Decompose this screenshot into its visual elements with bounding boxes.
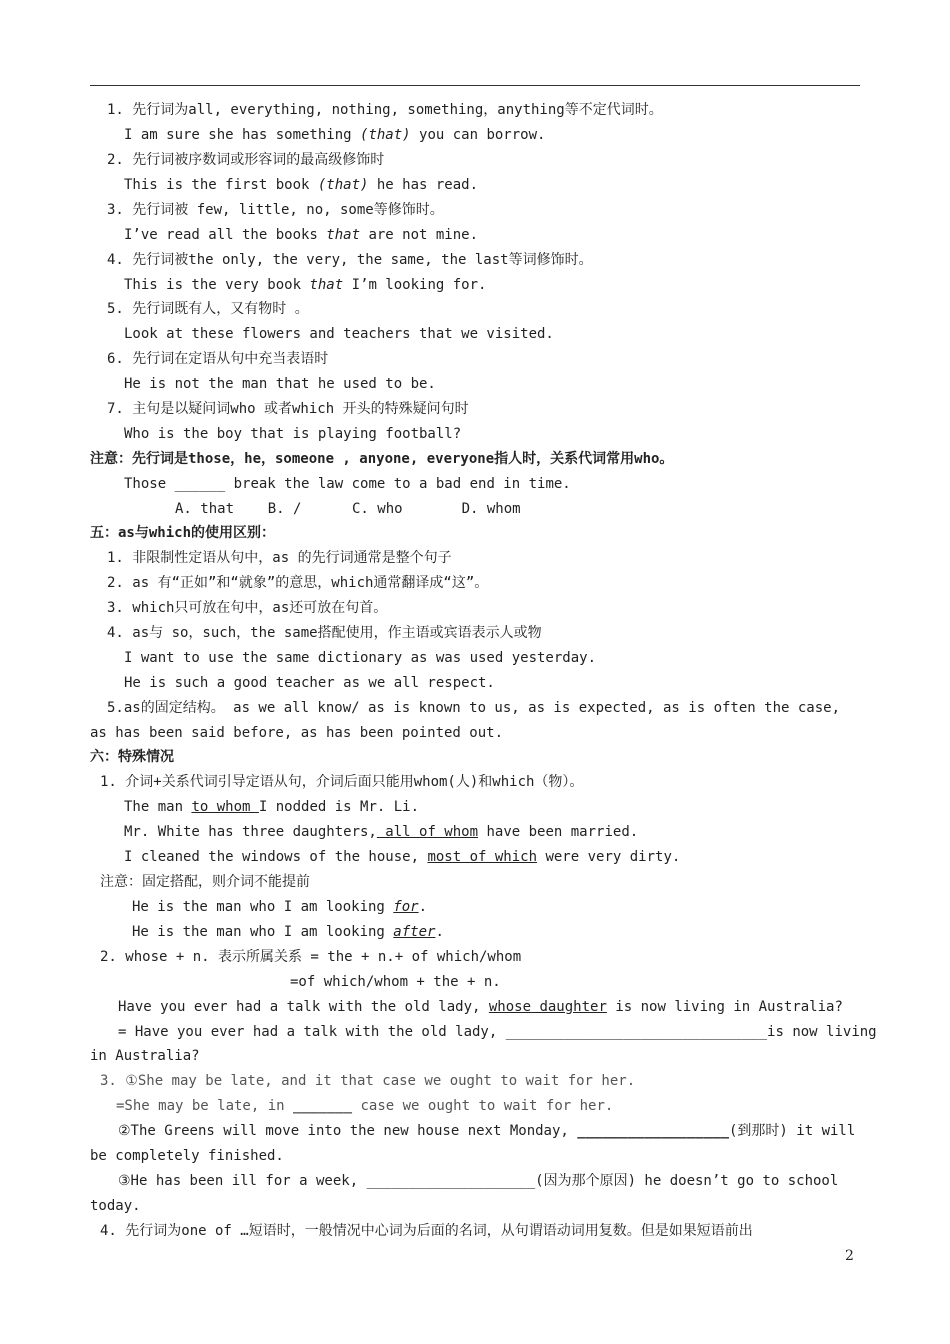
example-3: I’ve read all the books that are not mine.	[124, 227, 479, 243]
special-3-b-cont: be completely finished.	[90, 1148, 284, 1164]
example-2: This is the first book (that) he has read.	[124, 177, 479, 193]
prep-example-1: The man to whom I nodded is Mr. Li.	[124, 799, 420, 815]
note-who: 注意：先行词是those，he，someone , anyone, everyone指人时，关系代词常用who。	[90, 451, 674, 467]
rule-3: 3. 先行词被 few, little, no, some等修饰时。	[107, 202, 444, 218]
special-3-a-rewrite: =She may be late, in _______ case we ought to wait for her.	[116, 1098, 614, 1114]
special-2: 2. whose + n. 表示所属关系 = the + n.+ of which/whom	[100, 949, 522, 965]
special-4: 4. 先行词为one of …短语时，一般情况中心词为后面的名词，从句谓语动词用复数。但是如果短语前出	[100, 1223, 753, 1239]
as-which-2: 2. as 有“正如”和“就象”的意思，which通常翻译成“这”。	[107, 575, 489, 591]
special-3-b: ②The Greens will move into the new house next Monday, __________________(到那时) it will	[118, 1123, 856, 1139]
special-3-c-cont: today.	[90, 1198, 141, 1214]
reason-blank[interactable]: ____________________	[366, 1173, 536, 1189]
case-blank[interactable]: _______	[293, 1098, 353, 1114]
rule-4: 4. 先行词被the only, the very, the same, the last等词修饰时。	[107, 252, 593, 268]
note-fixed-phrase: 注意：固定搭配，则介词不能提前	[100, 874, 310, 890]
exercise-question: Those ______ break the law come to a bad end in time.	[124, 476, 571, 492]
whose-rewrite-cont: in Australia?	[90, 1048, 200, 1064]
section-6-heading: 六：特殊情况	[90, 749, 174, 765]
example-6: He is not the man that he used to be.	[124, 376, 436, 392]
page-number: 2	[845, 1248, 854, 1264]
exercise-options: A. that B. / C. who D. whom	[175, 501, 521, 517]
as-which-3: 3. which只可放在句中，as还可放在句首。	[107, 600, 388, 616]
as-which-1: 1. 非限制性定语从句中，as 的先行词通常是整个句子	[107, 550, 452, 566]
rule-6: 6. 先行词在定语从句中充当表语时	[107, 351, 329, 367]
example-7: Who is the boy that is playing football?	[124, 426, 462, 442]
whose-example: Have you ever had a talk with the old lady, whose daughter is now living in Australia?	[118, 999, 843, 1015]
example-5: Look at these flowers and teachers that we visited.	[124, 326, 554, 342]
as-which-4: 4. as与 so，such，the same搭配使用，作主语或宾语表示人或物	[107, 625, 542, 641]
by-then-blank[interactable]: __________________	[577, 1123, 729, 1139]
special-3-c: ③He has been ill for a week, ____________________(因为那个原因) he doesn’t go to school	[118, 1173, 839, 1189]
rule-7: 7. 主句是以疑问词who 或者which 开头的特殊疑问句时	[107, 401, 469, 417]
as-example-2: He is such a good teacher as we all respect.	[124, 675, 495, 691]
as-which-5-cont: as has been said before, as has been pointed out.	[90, 725, 504, 741]
as-example-1: I want to use the same dictionary as was used yesterday.	[124, 650, 597, 666]
special-2-cont: =of which/whom + the + n.	[290, 974, 501, 990]
whose-rewrite: = Have you ever had a talk with the old lady, _______________________________is now living	[118, 1024, 877, 1040]
example-4: This is the very book that I’m looking for.	[124, 277, 487, 293]
prep-example-3: I cleaned the windows of the house, most of which were very dirty.	[124, 849, 681, 865]
rule-2: 2. 先行词被序数词或形容词的最高级修饰时	[107, 152, 385, 168]
special-1: 1. 介词+关系代词引导定语从句，介词后面只能用whom(人)和which（物）。	[100, 774, 584, 790]
rule-5: 5. 先行词既有人，又有物时 。	[107, 301, 309, 317]
fixed-example-1: He is the man who I am looking for.	[132, 899, 428, 915]
special-3-a: 3. ①She may be late, and it that case we ought to wait for her.	[100, 1073, 636, 1089]
rule-1: 1. 先行词为all, everything, nothing, something，anything等不定代词时。	[107, 102, 663, 118]
example-1: I am sure she has something (that) you can borrow.	[124, 127, 546, 143]
prep-example-2: Mr. White has three daughters, all of whom have been married.	[124, 824, 639, 840]
section-5-heading: 五：as与which的使用区别：	[90, 525, 276, 541]
fixed-example-2: He is the man who I am looking after.	[132, 924, 444, 940]
as-which-5: 5.as的固定结构。 as we all know/ as is known to us, as is expected, as is often the case,	[107, 700, 841, 716]
answer-blank[interactable]: ______	[174, 476, 226, 492]
rewrite-blank[interactable]: _______________________________	[505, 1024, 768, 1040]
header-rule	[90, 85, 860, 86]
